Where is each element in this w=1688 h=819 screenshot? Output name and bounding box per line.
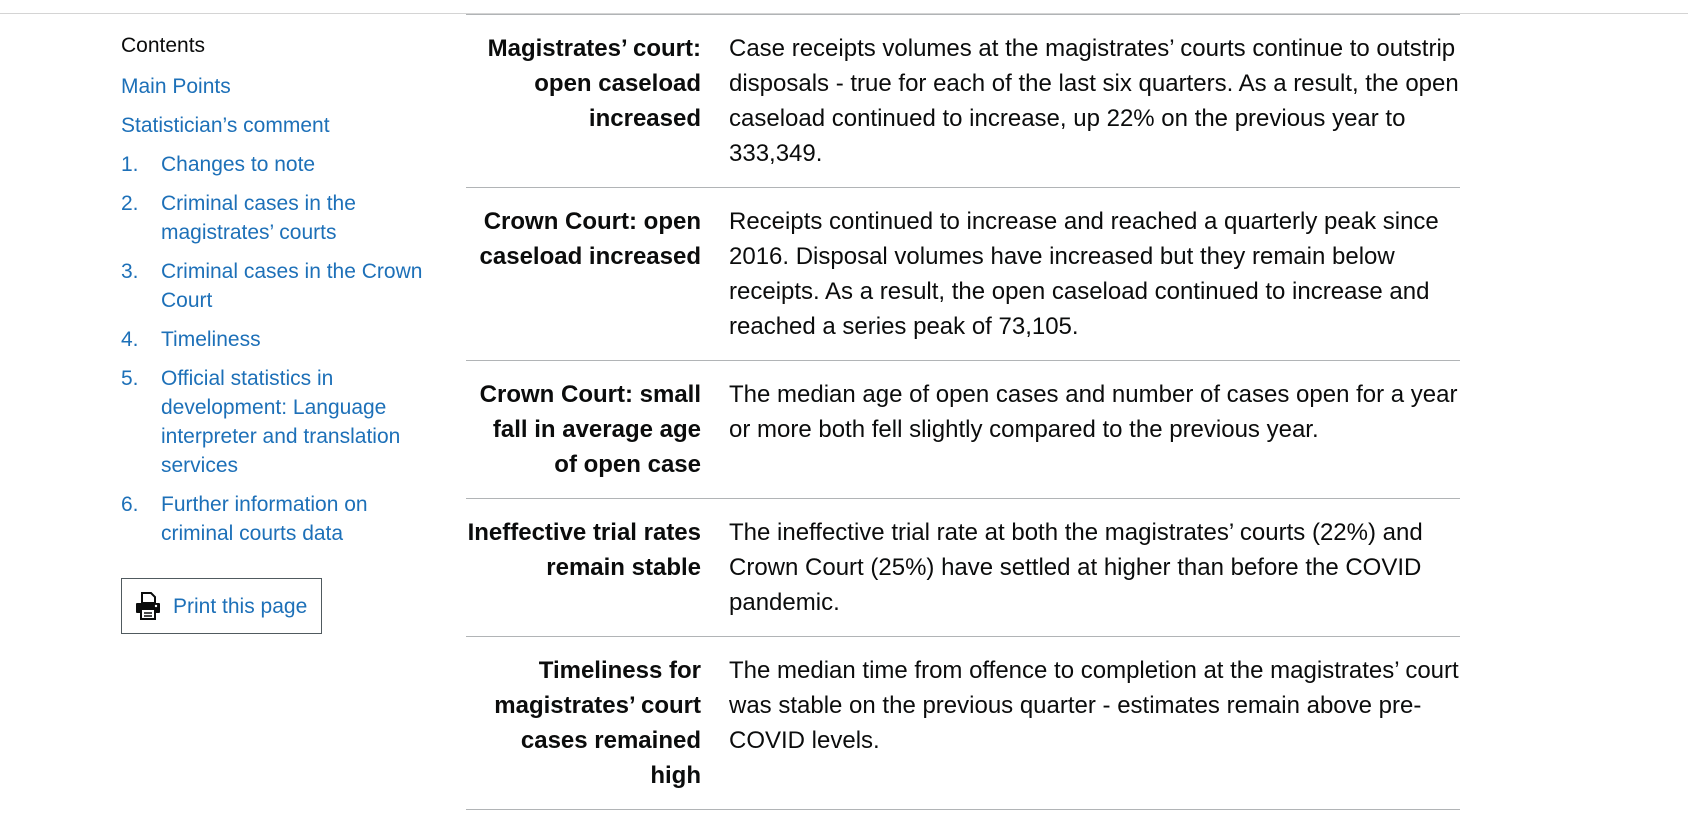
main-point-row [466,499,1460,637]
printer-icon [135,592,161,620]
contents-heading: Contents [121,34,206,57]
main-point-heading: Crown Court: small fall in average age of open case [479,381,701,478]
nav-link-main-points[interactable]: Main Points [121,75,231,98]
main-point-text: The median time from offence to completion at the magistrates’ court was stable on the previous quarter - estimates remain above pre-COVID levels. [729,657,1459,754]
main-point-heading: Magistrates’ court: open caseload increased [487,35,701,132]
nav-item-timeliness[interactable] [121,325,431,354]
main-point-text: The ineffective trial rate at both the magistrates’ courts (22%) and Crown Court (25%) have settled at higher than before the COVID pandemic. [729,519,1423,616]
nav-item-number: 5. [121,367,139,390]
contents-list [121,150,431,548]
main-point-row [466,15,1460,188]
main-point-row [466,361,1460,499]
nav-item-further-information[interactable] [121,490,431,548]
nav-item-magistrates-courts[interactable] [121,189,431,247]
main-points-table [466,14,1460,810]
nav-item-number: 6. [121,493,139,516]
nav-item-crown-court[interactable] [121,257,431,315]
print-button-label: Print this page [173,594,308,618]
contents-nav [121,31,431,558]
nav-item-label[interactable]: Criminal cases in the magistrates’ courts [161,192,356,244]
main-point-row [466,188,1460,361]
nav-item-number: 3. [121,260,139,283]
nav-item-label[interactable]: Criminal cases in the Crown Court [161,260,423,312]
main-point-text: Receipts continued to increase and reached a quarterly peak since 2016. Disposal volumes have increased but they remain below receipts. As a result, the open caseload continued to increase and reached a series peak of 73,105. [729,208,1439,340]
main-point-text: Case receipts volumes at the magistrates’ courts continue to outstrip disposals - true for each of the last six quarters. As a result, the open caseload continued to increase, up 22% on the previous year to 333,349. [729,35,1459,167]
nav-item-number: 1. [121,153,139,176]
main-point-heading: Timeliness for magistrates’ court cases remained high [494,657,701,789]
main-point-row [466,637,1460,810]
nav-item-official-statistics[interactable] [121,364,431,480]
print-page-button[interactable] [121,578,322,634]
nav-item-number: 4. [121,328,139,351]
nav-link-statisticians-comment[interactable]: Statistician’s comment [121,114,330,137]
nav-item-changes-to-note[interactable] [121,150,431,179]
nav-item-number: 2. [121,192,139,215]
main-point-text: The median age of open cases and number of cases open for a year or more both fell slightly compared to the previous year. [729,381,1458,443]
main-point-heading: Crown Court: open caseload increased [479,208,701,270]
nav-item-label[interactable]: Timeliness [161,328,261,351]
nav-item-label[interactable]: Further information on criminal courts data [161,493,368,545]
nav-item-label[interactable]: Official statistics in development: Language interpreter and translation services [161,367,401,477]
main-point-heading: Ineffective trial rates remain stable [467,519,701,581]
nav-item-label[interactable]: Changes to note [161,153,316,176]
